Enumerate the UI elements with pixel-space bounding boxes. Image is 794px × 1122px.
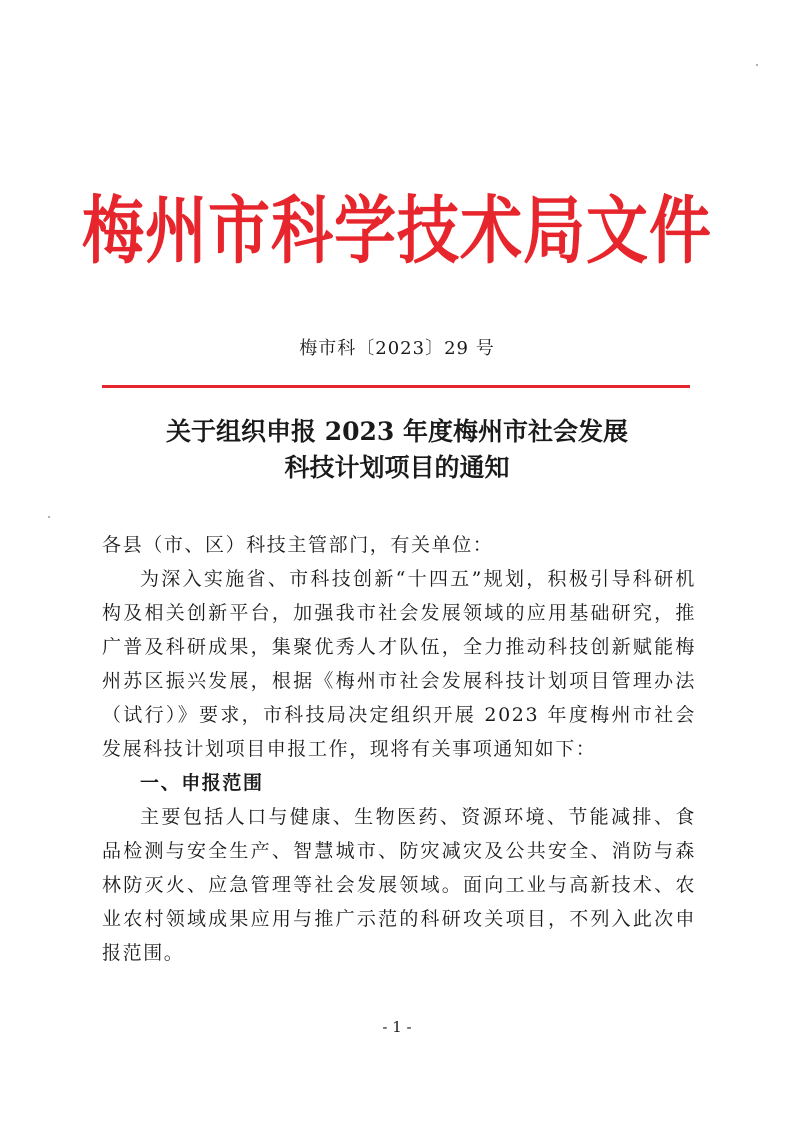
scope-paragraph: 主要包括人口与健康、生物医药、资源环境、节能减排、食品检测与安全生产、智慧城市、防灾减灾及公共安全、消防与森林防灭火、应急管理等社会发展领域。面向工业与高新技术、农业农村领域成果应用与推广示范的科研攻关项目，不列入此次申报范围。: [102, 806, 696, 964]
scan-speck: [48, 516, 50, 518]
notice-title-line-2: 科技计划项目的通知: [284, 453, 510, 482]
salutation: 各县（市、区）科技主管部门，有关单位：: [102, 534, 494, 556]
notice-title-line-1: 关于组织申报 2023 年度梅州市社会发展: [166, 417, 628, 446]
notice-title: [0, 414, 794, 486]
page-number: - 1 -: [382, 1018, 412, 1036]
document-number: 梅市科〔2023〕29 号: [299, 338, 495, 359]
red-separator-rule: [102, 385, 690, 388]
intro-paragraph: 为深入实施省、市科技创新“十四五”规划，积极引导科研机构及相关创新平台，加强我市社会发展领域的应用基础研究，推广普及科研成果，集聚优秀人才队伍，全力推动科技创新赋能梅州苏区振兴发展，根据《梅州市社会发展科技计划项目管理办法（试行）》要求，市科技局决定组织开展 2023 年度梅州市社会发展科技计划项目申报工作，现将有关事项通知如下：: [102, 568, 696, 760]
scan-speck: [756, 64, 758, 66]
section-heading-scope: 一、申报范围: [140, 772, 264, 794]
masthead-title: 梅州市科学技术局文件: [81, 187, 712, 274]
notice-body: [102, 528, 696, 970]
